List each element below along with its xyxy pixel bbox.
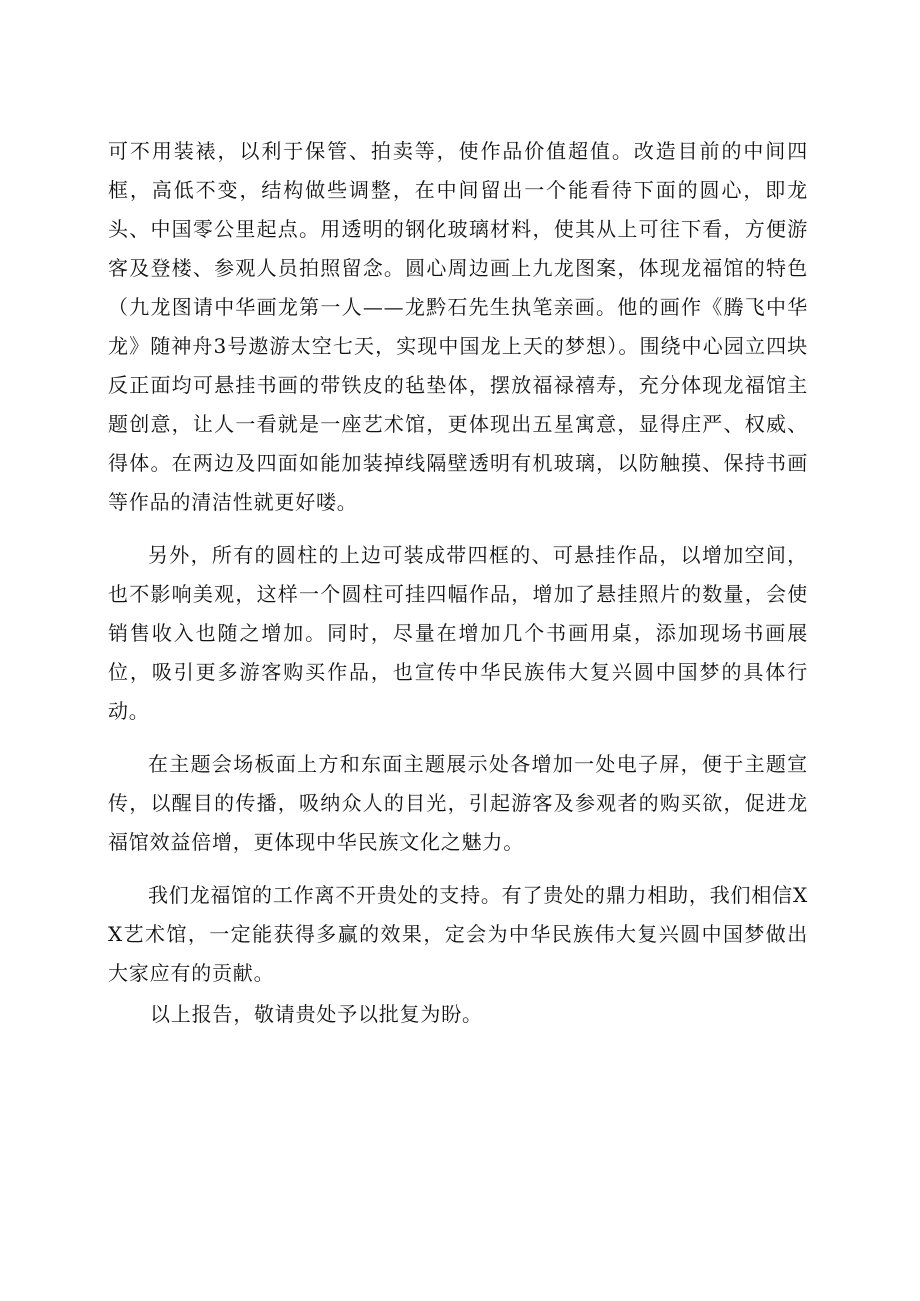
closing-line: 以上报告，敬请贵处予以批复为盼。 [150,1002,483,1026]
paragraph-continuation: 可不用装裱，以利于保管、拍卖等，使作品价值超值。改造目前的中间四框，高低不变，结构做些调整，在中间留出一个能看待下面的圆心，即龙头、中国零公里起点。用透明的钢化玻璃材料，使其从上可往下看，方便游客及登楼、参观人员拍照留念。圆心周边画上九龙图案，体现龙福馆的特色（九龙图请中华画龙第一人——龙黔石先生执笔亲画。他的画作《腾飞中华龙》随神舟3号遨游太空七天，实现中国龙上天的梦想）。围绕中心园立四块反正面均可悬挂书画的带铁皮的毡垫体，摆放福禄禧寿，充分体现龙福馆主题创意，让人一看就是一座艺术馆，更体现出五星寓意，显得庄严、权威、得体。在两边及四面如能加装掉线隔壁透明有机玻璃，以防触摸、保持书画等作品的清洁性就更好喽。 [108,139,808,514]
document-body [108,132,808,1034]
paragraph-screens: 在主题会场板面上方和东面主题展示处各增加一处电子屏，便于主题宣传，以醒目的传播，吸纳众人的目光，引起游客及参观者的购买欲，促进龙福馆效益倍增，更体现中华民族文化之魅力。 [108,752,808,854]
paragraph-pillars: 另外，所有的圆柱的上边可装成带四框的、可悬挂作品，以增加空间，也不影响美观，这样一个圆柱可挂四幅作品，增加了悬挂照片的数量，会使销售收入也随之增加。同时，尽量在增加几个书画用桌，添加现场书画展位，吸引更多游客购买作品，也宣传中华民族伟大复兴圆中国梦的具体行动。 [108,543,808,723]
paragraph-support: 我们龙福馆的工作离不开贵处的支持。有了贵处的鼎力相助，我们相信XX艺术馆，一定能获得多赢的效果，定会为中华民族伟大复兴圆中国梦做出大家应有的贡献。 [108,883,808,985]
